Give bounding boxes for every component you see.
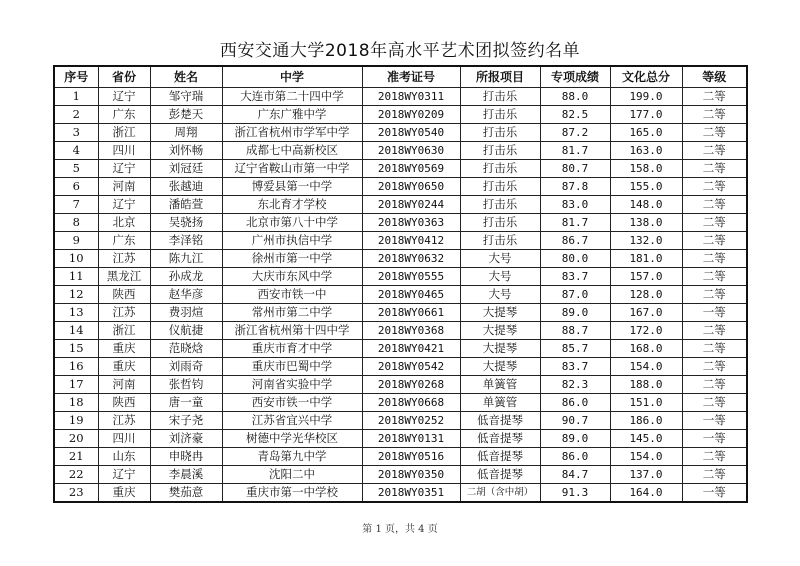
- exam-id-cell: 2018WY0540: [362, 124, 460, 142]
- school-cell: 广东广雅中学: [222, 106, 362, 124]
- school-cell: 青岛第九中学: [222, 448, 362, 466]
- name-cell: 张哲钧: [150, 376, 222, 394]
- program-cell: 低音提琴: [460, 430, 540, 448]
- province-cell: 辽宁: [98, 160, 150, 178]
- seq-cell: 2: [54, 106, 98, 124]
- program-cell: 大提琴: [460, 304, 540, 322]
- name-cell: 樊茄意: [150, 484, 222, 503]
- school-cell: 沈阳二中: [222, 466, 362, 484]
- school-cell: 大连市第二十四中学: [222, 88, 362, 106]
- table-row: [54, 286, 747, 304]
- special-score-cell: 88.7: [540, 322, 610, 340]
- name-cell: 陈九江: [150, 250, 222, 268]
- special-score-cell: 81.7: [540, 142, 610, 160]
- special-score-cell: 82.3: [540, 376, 610, 394]
- name-cell: 周翔: [150, 124, 222, 142]
- seq-cell: 22: [54, 466, 98, 484]
- exam-id-cell: 2018WY0542: [362, 358, 460, 376]
- table-row: [54, 376, 747, 394]
- name-cell: 范晓焓: [150, 340, 222, 358]
- grade-cell: 二等: [682, 124, 747, 142]
- name-cell: 孙成龙: [150, 268, 222, 286]
- culture-score-cell: 132.0: [610, 232, 682, 250]
- special-score-cell: 84.7: [540, 466, 610, 484]
- name-cell: 李泽铭: [150, 232, 222, 250]
- province-cell: 辽宁: [98, 466, 150, 484]
- school-cell: 重庆市巴蜀中学: [222, 358, 362, 376]
- seq-cell: 15: [54, 340, 98, 358]
- grade-cell: 一等: [682, 430, 747, 448]
- exam-id-cell: 2018WY0569: [362, 160, 460, 178]
- province-cell: 江苏: [98, 250, 150, 268]
- name-cell: 吴骁扬: [150, 214, 222, 232]
- special-score-cell: 87.8: [540, 178, 610, 196]
- seq-cell: 4: [54, 142, 98, 160]
- column-header-culture-score: 文化总分: [610, 66, 682, 88]
- seq-cell: 5: [54, 160, 98, 178]
- program-cell: 大号: [460, 286, 540, 304]
- table-row: [54, 304, 747, 322]
- culture-score-cell: 145.0: [610, 430, 682, 448]
- school-cell: 常州市第二中学: [222, 304, 362, 322]
- culture-score-cell: 199.0: [610, 88, 682, 106]
- exam-id-cell: 2018WY0209: [362, 106, 460, 124]
- seq-cell: 16: [54, 358, 98, 376]
- exam-id-cell: 2018WY0668: [362, 394, 460, 412]
- school-cell: 广州市执信中学: [222, 232, 362, 250]
- grade-cell: 二等: [682, 196, 747, 214]
- exam-id-cell: 2018WY0351: [362, 484, 460, 503]
- culture-score-cell: 188.0: [610, 376, 682, 394]
- exam-id-cell: 2018WY0244: [362, 196, 460, 214]
- special-score-cell: 86.0: [540, 394, 610, 412]
- grade-cell: 二等: [682, 214, 747, 232]
- special-score-cell: 87.2: [540, 124, 610, 142]
- exam-id-cell: 2018WY0661: [362, 304, 460, 322]
- exam-id-cell: 2018WY0252: [362, 412, 460, 430]
- name-cell: 彭楚天: [150, 106, 222, 124]
- province-cell: 重庆: [98, 358, 150, 376]
- program-cell: 打击乐: [460, 88, 540, 106]
- program-cell: 打击乐: [460, 214, 540, 232]
- grade-cell: 二等: [682, 250, 747, 268]
- name-cell: 仪航捷: [150, 322, 222, 340]
- program-cell: 大号: [460, 268, 540, 286]
- table-row: [54, 448, 747, 466]
- seq-cell: 3: [54, 124, 98, 142]
- special-score-cell: 91.3: [540, 484, 610, 503]
- table-row: [54, 322, 747, 340]
- grade-cell: 二等: [682, 394, 747, 412]
- exam-id-cell: 2018WY0555: [362, 268, 460, 286]
- culture-score-cell: 186.0: [610, 412, 682, 430]
- program-cell: 单簧管: [460, 394, 540, 412]
- seq-cell: 13: [54, 304, 98, 322]
- culture-score-cell: 177.0: [610, 106, 682, 124]
- culture-score-cell: 167.0: [610, 304, 682, 322]
- table-body: [54, 88, 747, 503]
- special-score-cell: 90.7: [540, 412, 610, 430]
- exam-id-cell: 2018WY0632: [362, 250, 460, 268]
- program-cell: 打击乐: [460, 178, 540, 196]
- province-cell: 江苏: [98, 412, 150, 430]
- school-cell: 西安市铁一中: [222, 286, 362, 304]
- special-score-cell: 81.7: [540, 214, 610, 232]
- school-cell: 树德中学光华校区: [222, 430, 362, 448]
- school-cell: 东北育才学校: [222, 196, 362, 214]
- school-cell: 重庆市育才中学: [222, 340, 362, 358]
- culture-score-cell: 158.0: [610, 160, 682, 178]
- school-cell: 成都七中高新校区: [222, 142, 362, 160]
- special-score-cell: 83.7: [540, 358, 610, 376]
- table-row: [54, 106, 747, 124]
- grade-cell: 二等: [682, 88, 747, 106]
- province-cell: 河南: [98, 178, 150, 196]
- program-cell: 大号: [460, 250, 540, 268]
- table-row: [54, 430, 747, 448]
- name-cell: 邹守瑞: [150, 88, 222, 106]
- province-cell: 北京: [98, 214, 150, 232]
- culture-score-cell: 138.0: [610, 214, 682, 232]
- special-score-cell: 82.5: [540, 106, 610, 124]
- school-cell: 辽宁省鞍山市第一中学: [222, 160, 362, 178]
- program-cell: 低音提琴: [460, 412, 540, 430]
- grade-cell: 二等: [682, 142, 747, 160]
- grade-cell: 二等: [682, 448, 747, 466]
- province-cell: 山东: [98, 448, 150, 466]
- table-row: [54, 196, 747, 214]
- seq-cell: 17: [54, 376, 98, 394]
- program-cell: 打击乐: [460, 160, 540, 178]
- program-cell: 打击乐: [460, 196, 540, 214]
- special-score-cell: 85.7: [540, 340, 610, 358]
- special-score-cell: 89.0: [540, 430, 610, 448]
- school-cell: 河南省实验中学: [222, 376, 362, 394]
- school-cell: 浙江省杭州市学军中学: [222, 124, 362, 142]
- culture-score-cell: 128.0: [610, 286, 682, 304]
- name-cell: 刘冠廷: [150, 160, 222, 178]
- name-cell: 刘雨奇: [150, 358, 222, 376]
- grade-cell: 二等: [682, 232, 747, 250]
- program-cell: 打击乐: [460, 232, 540, 250]
- column-header-province: 省份: [98, 66, 150, 88]
- grade-cell: 二等: [682, 322, 747, 340]
- table-row: [54, 358, 747, 376]
- seq-cell: 9: [54, 232, 98, 250]
- grade-cell: 二等: [682, 268, 747, 286]
- culture-score-cell: 164.0: [610, 484, 682, 503]
- seq-cell: 12: [54, 286, 98, 304]
- province-cell: 四川: [98, 430, 150, 448]
- special-score-cell: 86.7: [540, 232, 610, 250]
- grade-cell: 二等: [682, 160, 747, 178]
- culture-score-cell: 154.0: [610, 448, 682, 466]
- seq-cell: 8: [54, 214, 98, 232]
- school-cell: 北京市第八十中学: [222, 214, 362, 232]
- program-cell: 打击乐: [460, 142, 540, 160]
- seq-cell: 7: [54, 196, 98, 214]
- exam-id-cell: 2018WY0363: [362, 214, 460, 232]
- culture-score-cell: 155.0: [610, 178, 682, 196]
- program-cell: 大提琴: [460, 358, 540, 376]
- name-cell: 李晨溪: [150, 466, 222, 484]
- school-cell: 博爱县第一中学: [222, 178, 362, 196]
- table-row: [54, 88, 747, 106]
- column-header-grade: 等级: [682, 66, 747, 88]
- grade-cell: 二等: [682, 358, 747, 376]
- culture-score-cell: 163.0: [610, 142, 682, 160]
- program-cell: 二胡（含中胡）: [460, 484, 540, 503]
- column-header-name: 姓名: [150, 66, 222, 88]
- school-cell: 大庆市东风中学: [222, 268, 362, 286]
- exam-id-cell: 2018WY0516: [362, 448, 460, 466]
- table-row: [54, 394, 747, 412]
- province-cell: 广东: [98, 232, 150, 250]
- name-cell: 刘怀畅: [150, 142, 222, 160]
- culture-score-cell: 148.0: [610, 196, 682, 214]
- province-cell: 辽宁: [98, 88, 150, 106]
- exam-id-cell: 2018WY0368: [362, 322, 460, 340]
- program-cell: 打击乐: [460, 106, 540, 124]
- seq-cell: 21: [54, 448, 98, 466]
- column-header-school: 中学: [222, 66, 362, 88]
- program-cell: 单簧管: [460, 376, 540, 394]
- grade-cell: 二等: [682, 340, 747, 358]
- special-score-cell: 80.7: [540, 160, 610, 178]
- grade-cell: 一等: [682, 304, 747, 322]
- program-cell: 低音提琴: [460, 448, 540, 466]
- school-cell: 江苏省宜兴中学: [222, 412, 362, 430]
- grade-cell: 一等: [682, 484, 747, 503]
- table-row: [54, 484, 747, 503]
- province-cell: 江苏: [98, 304, 150, 322]
- table-row: [54, 178, 747, 196]
- culture-score-cell: 168.0: [610, 340, 682, 358]
- culture-score-cell: 154.0: [610, 358, 682, 376]
- exam-id-cell: 2018WY0650: [362, 178, 460, 196]
- seq-cell: 1: [54, 88, 98, 106]
- grade-cell: 二等: [682, 178, 747, 196]
- column-header-exam-id: 准考证号: [362, 66, 460, 88]
- culture-score-cell: 172.0: [610, 322, 682, 340]
- table-row: [54, 232, 747, 250]
- table-row: [54, 214, 747, 232]
- grade-cell: 二等: [682, 466, 747, 484]
- special-score-cell: 83.7: [540, 268, 610, 286]
- name-cell: 张越迪: [150, 178, 222, 196]
- culture-score-cell: 157.0: [610, 268, 682, 286]
- special-score-cell: 88.0: [540, 88, 610, 106]
- province-cell: 浙江: [98, 322, 150, 340]
- seq-cell: 6: [54, 178, 98, 196]
- province-cell: 重庆: [98, 484, 150, 503]
- province-cell: 陕西: [98, 394, 150, 412]
- special-score-cell: 83.0: [540, 196, 610, 214]
- grade-cell: 二等: [682, 286, 747, 304]
- seq-cell: 20: [54, 430, 98, 448]
- seq-cell: 11: [54, 268, 98, 286]
- name-cell: 唐一童: [150, 394, 222, 412]
- exam-id-cell: 2018WY0268: [362, 376, 460, 394]
- exam-id-cell: 2018WY0412: [362, 232, 460, 250]
- school-cell: 重庆市第一中学校: [222, 484, 362, 503]
- name-cell: 刘济豪: [150, 430, 222, 448]
- province-cell: 黑龙江: [98, 268, 150, 286]
- province-cell: 四川: [98, 142, 150, 160]
- column-header-program: 所报项目: [460, 66, 540, 88]
- school-cell: 徐州市第一中学: [222, 250, 362, 268]
- program-cell: 打击乐: [460, 124, 540, 142]
- table-row: [54, 142, 747, 160]
- program-cell: 大提琴: [460, 322, 540, 340]
- exam-id-cell: 2018WY0350: [362, 466, 460, 484]
- roster-table: [53, 65, 748, 503]
- table-row: [54, 268, 747, 286]
- name-cell: 赵华彦: [150, 286, 222, 304]
- name-cell: 申晓冉: [150, 448, 222, 466]
- grade-cell: 一等: [682, 412, 747, 430]
- name-cell: 潘皓萱: [150, 196, 222, 214]
- table-row: [54, 466, 747, 484]
- province-cell: 河南: [98, 376, 150, 394]
- exam-id-cell: 2018WY0131: [362, 430, 460, 448]
- seq-cell: 19: [54, 412, 98, 430]
- school-cell: 西安市铁一中学: [222, 394, 362, 412]
- special-score-cell: 87.0: [540, 286, 610, 304]
- culture-score-cell: 137.0: [610, 466, 682, 484]
- special-score-cell: 86.0: [540, 448, 610, 466]
- document-title: 西安交通大学2018年高水平艺术团拟签约名单: [219, 41, 581, 61]
- special-score-cell: 89.0: [540, 304, 610, 322]
- grade-cell: 二等: [682, 376, 747, 394]
- special-score-cell: 80.0: [540, 250, 610, 268]
- table-row: [54, 124, 747, 142]
- exam-id-cell: 2018WY0465: [362, 286, 460, 304]
- page-footer: 第 1 页，共 4 页: [362, 524, 438, 535]
- seq-cell: 10: [54, 250, 98, 268]
- culture-score-cell: 151.0: [610, 394, 682, 412]
- column-header-seq: 序号: [54, 66, 98, 88]
- table-row: [54, 250, 747, 268]
- seq-cell: 23: [54, 484, 98, 503]
- table-row: [54, 412, 747, 430]
- table-row: [54, 340, 747, 358]
- province-cell: 辽宁: [98, 196, 150, 214]
- seq-cell: 18: [54, 394, 98, 412]
- grade-cell: 二等: [682, 106, 747, 124]
- name-cell: 费羽煊: [150, 304, 222, 322]
- program-cell: 大提琴: [460, 340, 540, 358]
- school-cell: 浙江省杭州第十四中学: [222, 322, 362, 340]
- culture-score-cell: 181.0: [610, 250, 682, 268]
- exam-id-cell: 2018WY0311: [362, 88, 460, 106]
- column-header-special-score: 专项成绩: [540, 66, 610, 88]
- seq-cell: 14: [54, 322, 98, 340]
- table-header-row: [54, 66, 747, 88]
- program-cell: 低音提琴: [460, 466, 540, 484]
- exam-id-cell: 2018WY0630: [362, 142, 460, 160]
- province-cell: 广东: [98, 106, 150, 124]
- exam-id-cell: 2018WY0421: [362, 340, 460, 358]
- name-cell: 宋子尧: [150, 412, 222, 430]
- province-cell: 重庆: [98, 340, 150, 358]
- table-row: [54, 160, 747, 178]
- province-cell: 陕西: [98, 286, 150, 304]
- province-cell: 浙江: [98, 124, 150, 142]
- culture-score-cell: 165.0: [610, 124, 682, 142]
